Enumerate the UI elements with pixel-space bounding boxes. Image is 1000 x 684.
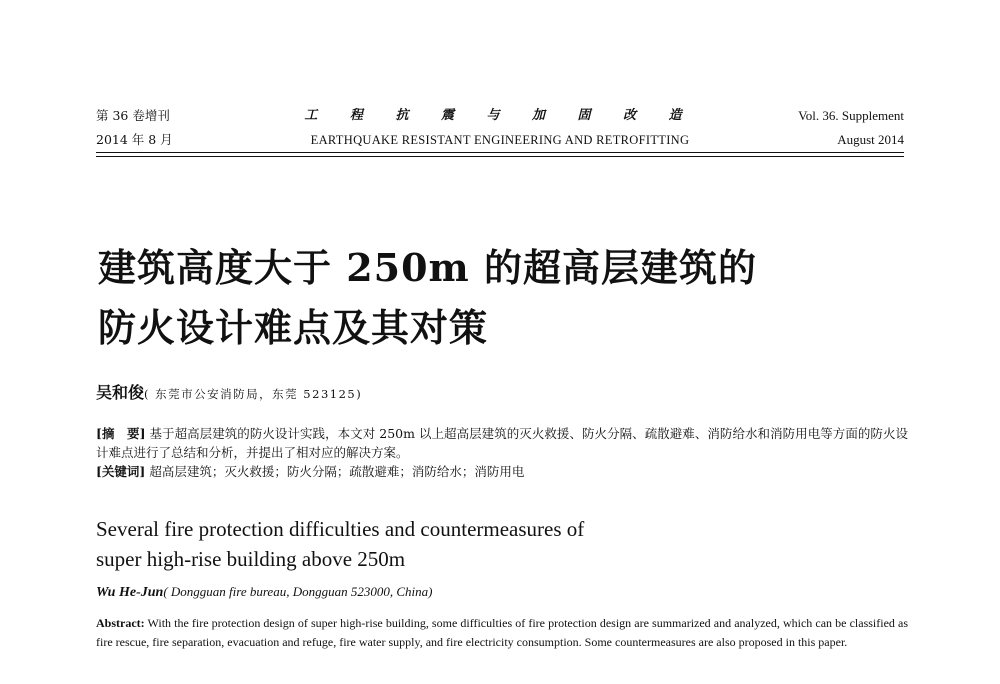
abstract-en-paragraph (96, 614, 908, 652)
volume-info-en (798, 104, 904, 152)
header-rule-thick (96, 152, 904, 153)
author-name-cn: 吴和俊 (96, 383, 145, 402)
author-name-en: Wu He-Jun (96, 585, 164, 600)
abstract-en-label: Abstract: (96, 616, 145, 630)
keywords-cn-text: 超高层建筑；灭火救援；防火分隔；疏散避难；消防给水；消防用电 (145, 464, 525, 479)
title-en-line2: super high-rise building above 250m (96, 547, 406, 571)
running-header (96, 104, 904, 154)
volume-supplement: Vol. 36. Supplement (798, 108, 904, 123)
abstract-cn (96, 424, 908, 481)
keywords-cn-label: [关键词] (96, 464, 146, 479)
journal-name-en: EARTHQUAKE RESISTANT ENGINEERING AND RETROFITTING (310, 133, 690, 147)
abstract-cn-paragraph (96, 424, 908, 462)
keywords-cn-paragraph (96, 462, 908, 481)
paper-title-en (96, 514, 796, 574)
issue-date-cn: 2014 年 8 月 (96, 132, 173, 147)
header-rule-thin (96, 156, 904, 157)
title-en-line1: Several fire protection difficulties and countermeasures of (96, 517, 585, 541)
abstract-en-text: With the fire protection design of super high-rise building, some difficulties of fire protection design are summarized and analyzed, which can be classified as fire rescue, fire separation, evacuation and refuge, fire water supply, and fire electricity consumption. Some countermeasures are also proposed in this paper. (96, 616, 908, 649)
journal-name-cn: 工 程 抗 震 与 加 固 改 造 (304, 108, 696, 123)
title-cn-line2: 防火设计难点及其对策 (98, 305, 489, 350)
paper-title-cn (98, 238, 918, 358)
volume-issue: 第 36 卷增刊 (96, 108, 170, 123)
author-affiliation-en: ( Dongguan fire bureau, Dongguan 523000, China) (163, 584, 433, 599)
journal-name (96, 104, 904, 152)
author-affiliation-cn: ( 东莞市公安消防局，东莞 523125) (144, 387, 363, 401)
abstract-cn-label: [摘 要] (96, 426, 146, 441)
title-cn-line1: 建筑高度大于 250m 的超高层建筑的 (98, 245, 757, 290)
issue-date-en: August 2014 (837, 132, 904, 147)
abstract-en (96, 614, 908, 652)
author-line-cn (96, 382, 362, 405)
abstract-cn-text: 基于超高层建筑的防火设计实践，本文对 250m 以上超高层建筑的灭火救援、防火分隔、疏散避难、消防给水和消防用电等方面的防火设计难点进行了总结和分析，并提出了相对应的解决方案。 (96, 426, 908, 460)
author-line-en (96, 584, 432, 601)
